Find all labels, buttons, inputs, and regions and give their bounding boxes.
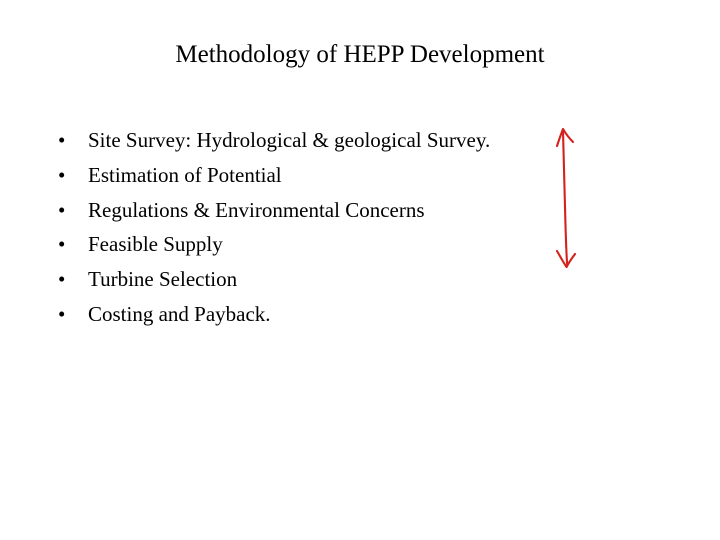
arrow-shaft	[563, 131, 567, 265]
bullet-text: Costing and Payback.	[88, 301, 271, 326]
double-headed-arrow-icon	[546, 118, 586, 278]
slide-title: Methodology of HEPP Development	[175, 41, 545, 68]
bullet-text: Regulations & Environmental Concerns	[88, 197, 425, 222]
bullet-marker: •	[58, 232, 66, 257]
bullet-text: Feasible Supply	[88, 232, 223, 257]
bullet-item	[58, 193, 490, 228]
bullet-text: Turbine Selection	[88, 267, 238, 292]
bullet-marker: •	[58, 162, 66, 187]
bullet-item	[58, 297, 490, 332]
bullet-item	[58, 227, 490, 262]
bullet-item	[58, 262, 490, 297]
bullet-item	[58, 158, 490, 193]
bullet-marker: •	[58, 267, 66, 292]
bullet-list	[58, 123, 490, 332]
bullet-item	[58, 123, 490, 158]
bullet-marker: •	[58, 301, 66, 326]
bullet-marker: •	[58, 197, 66, 222]
bullet-text: Estimation of Potential	[88, 162, 282, 187]
bullet-text: Site Survey: Hydrological & geological Survey.	[88, 128, 491, 152]
bullet-marker: •	[58, 128, 66, 152]
arrow-head-top	[557, 129, 573, 146]
